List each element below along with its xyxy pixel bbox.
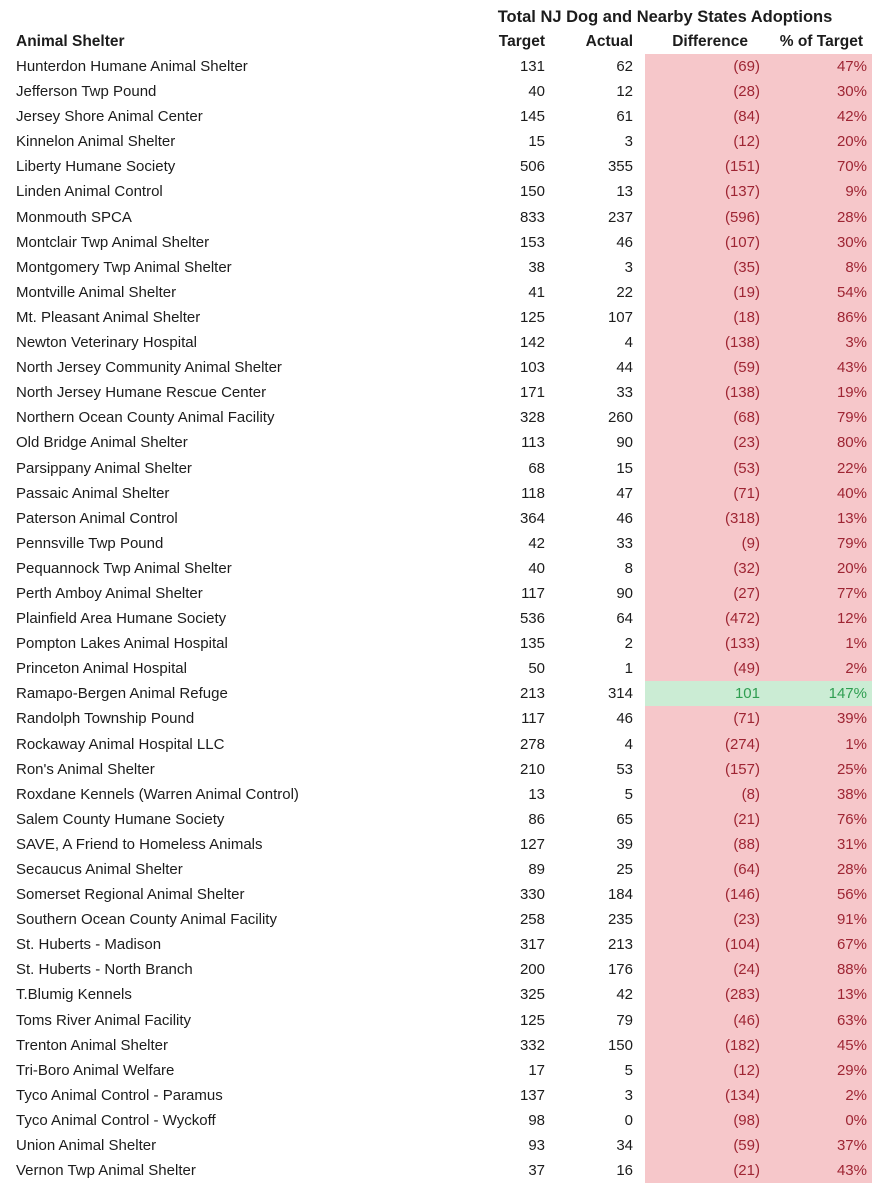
target-value: 127	[519, 835, 545, 853]
table-row	[0, 305, 885, 330]
difference-value: (53)	[645, 456, 768, 481]
target-value: 41	[528, 283, 545, 301]
actual-value: 237	[607, 208, 633, 226]
difference-value: (28)	[645, 79, 768, 104]
shelter-name: Parsippany Animal Shelter	[16, 459, 192, 477]
table-row	[0, 1108, 885, 1133]
target-value: 258	[519, 911, 545, 929]
target-value: 42	[528, 534, 545, 552]
actual-value: 64	[616, 610, 633, 628]
table-row	[0, 456, 885, 481]
pct-value: 13%	[768, 982, 872, 1007]
table-row	[0, 882, 885, 907]
actual-value: 3	[624, 133, 633, 151]
pct-value: 76%	[768, 807, 872, 832]
shelter-name: Jersey Shore Animal Center	[16, 108, 203, 126]
pct-value: 30%	[768, 230, 872, 255]
actual-value: 53	[616, 760, 633, 778]
target-value: 210	[519, 760, 545, 778]
target-value: 328	[519, 409, 545, 427]
table-row	[0, 230, 885, 255]
table-row	[0, 154, 885, 179]
pct-value: 147%	[768, 681, 872, 706]
actual-value: 46	[616, 710, 633, 728]
difference-value: (157)	[645, 757, 768, 782]
pct-value: 63%	[768, 1008, 872, 1033]
table-row	[0, 54, 885, 79]
shelter-name: Paterson Animal Control	[16, 509, 178, 527]
actual-value: 33	[616, 384, 633, 402]
pct-value: 31%	[768, 832, 872, 857]
table-row	[0, 807, 885, 832]
target-value: 200	[519, 961, 545, 979]
shelter-name: Southern Ocean County Animal Facility	[16, 911, 277, 929]
pct-value: 1%	[768, 631, 872, 656]
actual-value: 176	[607, 961, 633, 979]
table-row	[0, 79, 885, 104]
report-title: Total NJ Dog and Nearby States Adoptions	[497, 8, 833, 26]
actual-value: 107	[607, 308, 633, 326]
actual-value: 44	[616, 359, 633, 377]
shelter-name: Mt. Pleasant Animal Shelter	[16, 308, 201, 326]
pct-value: 47%	[768, 54, 872, 79]
pct-value: 38%	[768, 782, 872, 807]
actual-value: 314	[607, 685, 633, 703]
difference-value: (318)	[645, 506, 768, 531]
table-row	[0, 481, 885, 506]
actual-value: 213	[607, 936, 633, 954]
target-value: 135	[519, 635, 545, 653]
table-row	[0, 706, 885, 731]
difference-value: (21)	[645, 1158, 768, 1183]
actual-value: 16	[616, 1162, 633, 1180]
pct-value: 20%	[768, 556, 872, 581]
pct-value: 45%	[768, 1033, 872, 1058]
actual-value: 355	[607, 158, 633, 176]
difference-value: (18)	[645, 305, 768, 330]
shelter-name: Vernon Twp Animal Shelter	[16, 1162, 196, 1180]
table-row	[0, 355, 885, 380]
target-value: 13	[528, 785, 545, 803]
pct-value: 79%	[768, 531, 872, 556]
target-value: 330	[519, 886, 545, 904]
actual-value: 15	[616, 459, 633, 477]
table-row	[0, 430, 885, 455]
shelter-name: Liberty Humane Society	[16, 158, 176, 176]
pct-value: 20%	[768, 129, 872, 154]
difference-value: (472)	[645, 606, 768, 631]
difference-value: (46)	[645, 1008, 768, 1033]
table-header-row	[0, 30, 885, 54]
pct-value: 30%	[768, 79, 872, 104]
actual-value: 2	[624, 635, 633, 653]
difference-value: (23)	[645, 907, 768, 932]
actual-value: 5	[624, 1061, 633, 1079]
actual-value: 46	[616, 509, 633, 527]
actual-value: 33	[616, 534, 633, 552]
difference-value: (71)	[645, 706, 768, 731]
target-value: 142	[519, 334, 545, 352]
difference-value: (32)	[645, 556, 768, 581]
actual-value: 90	[616, 434, 633, 452]
actual-value: 79	[616, 1011, 633, 1029]
pct-value: 3%	[768, 330, 872, 355]
shelter-name: Tyco Animal Control - Wyckoff	[16, 1111, 216, 1129]
difference-value: (98)	[645, 1108, 768, 1133]
target-value: 317	[519, 936, 545, 954]
table-row	[0, 907, 885, 932]
table-row	[0, 1133, 885, 1158]
target-value: 15	[528, 133, 545, 151]
actual-value: 235	[607, 911, 633, 929]
pct-value: 25%	[768, 757, 872, 782]
table-row	[0, 1033, 885, 1058]
difference-value: (283)	[645, 982, 768, 1007]
actual-value: 62	[616, 58, 633, 75]
shelter-name: Ramapo-Bergen Animal Refuge	[16, 685, 228, 703]
shelter-name: Kinnelon Animal Shelter	[16, 133, 176, 151]
table-row	[0, 832, 885, 857]
table-row	[0, 129, 885, 154]
table-row	[0, 932, 885, 957]
pct-value: 29%	[768, 1058, 872, 1083]
pct-value: 28%	[768, 857, 872, 882]
target-value: 40	[528, 83, 545, 101]
pct-value: 91%	[768, 907, 872, 932]
difference-value: (596)	[645, 205, 768, 230]
pct-value: 70%	[768, 154, 872, 179]
pct-value: 42%	[768, 104, 872, 129]
shelter-name: Somerset Regional Animal Shelter	[16, 886, 245, 904]
actual-value: 3	[624, 1086, 633, 1104]
shelter-name: Monmouth SPCA	[16, 208, 132, 226]
difference-value: (24)	[645, 957, 768, 982]
shelter-name: Old Bridge Animal Shelter	[16, 434, 188, 452]
pct-value: 39%	[768, 706, 872, 731]
pct-value: 40%	[768, 481, 872, 506]
shelter-name: Pequannock Twp Animal Shelter	[16, 559, 232, 577]
pct-value: 12%	[768, 606, 872, 631]
shelter-name: Toms River Animal Facility	[16, 1011, 192, 1029]
shelter-name: SAVE, A Friend to Homeless Animals	[16, 835, 263, 853]
difference-value: (69)	[645, 54, 768, 79]
table-row	[0, 982, 885, 1007]
table-row	[0, 782, 885, 807]
difference-value: (151)	[645, 154, 768, 179]
pct-value: 37%	[768, 1133, 872, 1158]
difference-value: (146)	[645, 882, 768, 907]
table-row	[0, 631, 885, 656]
pct-value: 28%	[768, 205, 872, 230]
table-row	[0, 405, 885, 430]
actual-value: 25	[616, 861, 633, 878]
pct-value: 22%	[768, 456, 872, 481]
shelter-name: Hunterdon Humane Animal Shelter	[16, 58, 248, 75]
shelter-name: St. Huberts - North Branch	[16, 961, 193, 979]
table-row	[0, 581, 885, 606]
difference-value: (27)	[645, 581, 768, 606]
table-row	[0, 857, 885, 882]
table-row	[0, 1008, 885, 1033]
actual-value: 34	[616, 1137, 633, 1155]
actual-value: 184	[607, 886, 633, 904]
table-body	[0, 54, 885, 1183]
actual-value: 0	[624, 1111, 633, 1129]
target-value: 536	[519, 610, 545, 628]
shelter-name: Trenton Animal Shelter	[16, 1036, 169, 1054]
target-value: 125	[519, 308, 545, 326]
difference-value: (49)	[645, 656, 768, 681]
target-value: 103	[519, 359, 545, 377]
shelter-name: North Jersey Humane Rescue Center	[16, 384, 267, 402]
actual-value: 260	[607, 409, 633, 427]
shelter-name: Montville Animal Shelter	[16, 283, 177, 301]
shelter-name: Plainfield Area Humane Society	[16, 610, 227, 628]
target-value: 364	[519, 509, 545, 527]
column-header-actual: Actual	[585, 33, 633, 50]
difference-value: (21)	[645, 807, 768, 832]
shelter-name: Montgomery Twp Animal Shelter	[16, 258, 232, 276]
target-value: 86	[528, 810, 545, 828]
target-value: 117	[521, 710, 545, 728]
table-row	[0, 506, 885, 531]
difference-value: 101	[645, 681, 768, 706]
difference-value: (104)	[645, 932, 768, 957]
shelter-name: North Jersey Community Animal Shelter	[16, 359, 282, 377]
table-row	[0, 380, 885, 405]
shelter-name: Tri-Boro Animal Welfare	[16, 1061, 175, 1079]
target-value: 332	[519, 1036, 545, 1054]
difference-value: (71)	[645, 481, 768, 506]
shelter-name: Jefferson Twp Pound	[16, 83, 157, 101]
target-value: 50	[528, 660, 545, 678]
column-header-animal-shelter: Animal Shelter	[16, 33, 125, 50]
actual-value: 65	[616, 810, 633, 828]
shelter-name: Linden Animal Control	[16, 183, 163, 201]
column-header-difference: Difference	[672, 33, 748, 50]
pct-value: 19%	[768, 380, 872, 405]
difference-value: (64)	[645, 857, 768, 882]
shelter-name: Union Animal Shelter	[16, 1137, 157, 1155]
actual-value: 3	[624, 258, 633, 276]
column-header-pct-of-target: % of Target	[779, 33, 863, 50]
target-value: 150	[519, 183, 545, 201]
target-value: 98	[528, 1111, 545, 1129]
difference-value: (138)	[645, 380, 768, 405]
actual-value: 8	[624, 559, 633, 577]
target-value: 38	[528, 258, 545, 276]
actual-value: 4	[624, 735, 633, 753]
table-row	[0, 757, 885, 782]
shelter-name: T.Blumig Kennels	[16, 986, 132, 1004]
target-value: 89	[528, 861, 545, 878]
target-value: 137	[519, 1086, 545, 1104]
column-header-target: Target	[498, 33, 545, 50]
table-row	[0, 957, 885, 982]
shelter-name: Roxdane Kennels (Warren Animal Control)	[16, 785, 299, 803]
difference-value: (35)	[645, 255, 768, 280]
table-row	[0, 531, 885, 556]
difference-value: (88)	[645, 832, 768, 857]
actual-value: 39	[616, 835, 633, 853]
difference-value: (59)	[645, 1133, 768, 1158]
table-row	[0, 1083, 885, 1108]
target-value: 131	[519, 58, 545, 75]
pct-value: 2%	[768, 656, 872, 681]
actual-value: 42	[616, 986, 633, 1004]
actual-value: 4	[624, 334, 633, 352]
difference-value: (12)	[645, 129, 768, 154]
difference-value: (68)	[645, 405, 768, 430]
difference-value: (23)	[645, 430, 768, 455]
target-value: 153	[519, 233, 545, 251]
pct-value: 88%	[768, 957, 872, 982]
actual-value: 46	[616, 233, 633, 251]
difference-value: (138)	[645, 330, 768, 355]
target-value: 113	[521, 434, 545, 452]
shelter-name: Rockaway Animal Hospital LLC	[16, 735, 225, 753]
difference-value: (9)	[645, 531, 768, 556]
difference-value: (274)	[645, 732, 768, 757]
pct-value: 13%	[768, 506, 872, 531]
difference-value: (12)	[645, 1058, 768, 1083]
target-value: 37	[528, 1162, 545, 1180]
shelter-name: Pompton Lakes Animal Hospital	[16, 635, 228, 653]
pct-value: 67%	[768, 932, 872, 957]
table-row	[0, 1158, 885, 1183]
pct-value: 86%	[768, 305, 872, 330]
target-value: 17	[528, 1061, 545, 1079]
table-row	[0, 681, 885, 706]
target-value: 117	[521, 584, 545, 602]
actual-value: 5	[624, 785, 633, 803]
difference-value: (19)	[645, 280, 768, 305]
table-row	[0, 280, 885, 305]
difference-value: (134)	[645, 1083, 768, 1108]
pct-value: 8%	[768, 255, 872, 280]
pct-value: 43%	[768, 355, 872, 380]
actual-value: 61	[616, 108, 633, 126]
difference-value: (107)	[645, 230, 768, 255]
pct-value: 43%	[768, 1158, 872, 1183]
table-row	[0, 1058, 885, 1083]
table-row	[0, 656, 885, 681]
pct-value: 1%	[768, 732, 872, 757]
table-row	[0, 556, 885, 581]
shelter-name: Salem County Humane Society	[16, 810, 225, 828]
difference-value: (8)	[645, 782, 768, 807]
target-value: 278	[519, 735, 545, 753]
table-row	[0, 205, 885, 230]
shelter-name: Passaic Animal Shelter	[16, 484, 170, 502]
shelter-name: St. Huberts - Madison	[16, 936, 162, 954]
shelter-name: Tyco Animal Control - Paramus	[16, 1086, 223, 1104]
pct-value: 77%	[768, 581, 872, 606]
actual-value: 22	[616, 283, 633, 301]
actual-value: 1	[624, 660, 633, 678]
target-value: 833	[519, 208, 545, 226]
shelter-name: Princeton Animal Hospital	[16, 660, 187, 678]
difference-value: (182)	[645, 1033, 768, 1058]
table-row	[0, 732, 885, 757]
shelter-name: Ron's Animal Shelter	[16, 760, 155, 778]
target-value: 118	[521, 484, 545, 502]
difference-value: (137)	[645, 179, 768, 204]
pct-value: 0%	[768, 1108, 872, 1133]
actual-value: 13	[616, 183, 633, 201]
actual-value: 150	[607, 1036, 633, 1054]
report-title-row	[0, 5, 885, 30]
target-value: 68	[528, 459, 545, 477]
shelter-name: Secaucus Animal Shelter	[16, 861, 183, 878]
table-row	[0, 255, 885, 280]
actual-value: 12	[616, 83, 633, 101]
shelter-name: Randolph Township Pound	[16, 710, 195, 728]
target-value: 145	[519, 108, 545, 126]
shelter-name: Pennsville Twp Pound	[16, 534, 164, 552]
shelter-name: Northern Ocean County Animal Facility	[16, 409, 275, 427]
adoptions-report	[0, 5, 885, 1183]
pct-value: 80%	[768, 430, 872, 455]
table-row	[0, 606, 885, 631]
difference-value: (133)	[645, 631, 768, 656]
target-value: 93	[528, 1137, 545, 1155]
target-value: 506	[519, 158, 545, 176]
target-value: 171	[519, 384, 545, 402]
target-value: 40	[528, 559, 545, 577]
pct-value: 56%	[768, 882, 872, 907]
target-value: 325	[519, 986, 545, 1004]
difference-value: (84)	[645, 104, 768, 129]
target-value: 213	[519, 685, 545, 703]
shelter-name: Perth Amboy Animal Shelter	[16, 584, 203, 602]
actual-value: 90	[616, 584, 633, 602]
difference-value: (59)	[645, 355, 768, 380]
actual-value: 47	[616, 484, 633, 502]
pct-value: 9%	[768, 179, 872, 204]
table-row	[0, 330, 885, 355]
shelter-name: Newton Veterinary Hospital	[16, 334, 197, 352]
shelter-name: Montclair Twp Animal Shelter	[16, 233, 210, 251]
table-row	[0, 104, 885, 129]
pct-value: 2%	[768, 1083, 872, 1108]
table-row	[0, 179, 885, 204]
pct-value: 79%	[768, 405, 872, 430]
pct-value: 54%	[768, 280, 872, 305]
target-value: 125	[519, 1011, 545, 1029]
